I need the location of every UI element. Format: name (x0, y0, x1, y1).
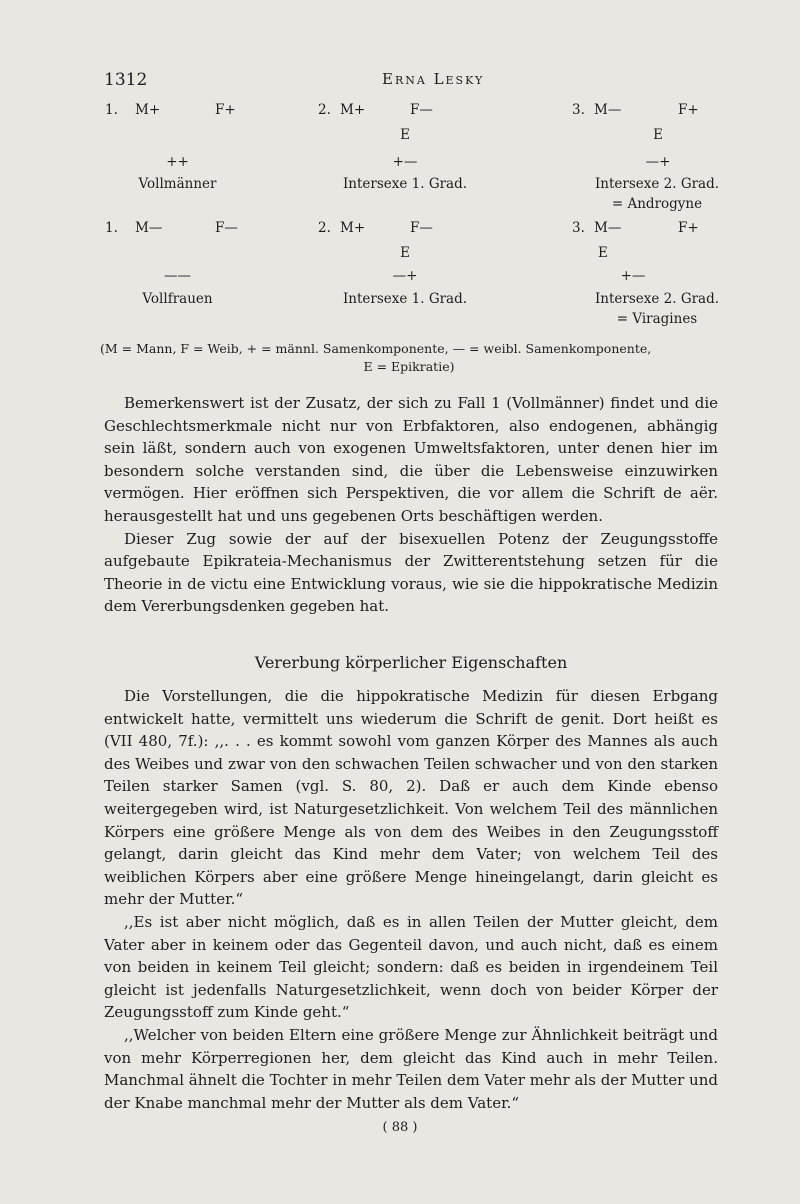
legend-line-2: E = Epikratie) (363, 359, 455, 374)
sign-1-1: ++ (166, 154, 189, 170)
sign-2-2: —+ (392, 268, 418, 284)
type-label-1-3: Intersexe 2. Grad. (594, 176, 720, 192)
type-label-2-1: Vollfrauen (142, 291, 213, 307)
paragraph: Dieser Zug sowie der auf der bisexuellen Potenz der Zeugungsstoffe aufgebaute Epikrateia-Mechanismus der Zwitterentstehung setzen für die Theorie in de victu eine Entwicklung voraus, wie sie die hippokratische Medizin dem Vererbungsdenken gegeben hat. (104, 529, 718, 616)
formula-2-3: 3. M— F+ (572, 220, 699, 236)
type-label2-1-3: = Androgyne (611, 196, 703, 212)
section-heading: Vererbung körperlicher Eigenschaften (254, 653, 568, 672)
body-text-upper (104, 392, 718, 618)
sign-1-3: —+ (645, 154, 671, 170)
formula-1-2: 2. M+ F— (318, 102, 433, 118)
sign-2-1: —— (164, 268, 191, 284)
folio-number: ( 88 ) (382, 1120, 418, 1135)
type-label-2-2: Intersexe 1. Grad. (342, 291, 468, 307)
running-header (104, 70, 714, 94)
body-text-lower (104, 685, 718, 1114)
paragraph: Die Vorstellungen, die die hippokratische Medizin für diesen Erbgang entwickelt hatte, vermittelt uns wiederum die Schrift de genit. Dort heißt es (VII 480, 7f.): ,,. . . es kommt sowohl vom ganzen Körper des Mannes als auch des Weibes und zwar von den schwachen Teilen schwacher und von den starken Teilen starker Samen (vgl. S. 80, 2). Daß er auch dem Kinde ebenso weitergegeben wird, ist Naturgesetzlichkeit. Von welchem Teil des männlichen Körpers eine größere Menge als von dem des Weibes in den Zeugungsstoff gelangt, darin gleicht das Kind mehr dem Vater; von welchem Teil des weiblichen Körpers aber eine größere Menge hineingelangt, darin gleicht es mehr der Mutter.“ (104, 687, 718, 909)
scheme-legend (100, 340, 718, 376)
epikratie-2-2: E (400, 245, 410, 261)
epikratie-2-3: E (598, 245, 608, 261)
type-label-2-3: Intersexe 2. Grad. (594, 291, 720, 307)
sign-2-3: +— (620, 268, 646, 284)
paragraph: ,,Es ist aber nicht möglich, daß es in allen Teilen der Mutter gleicht, dem Vater aber in keinem oder das Gegenteil davon, und auch nicht, daß es einem von beiden in keinem Teil gleicht; sondern: daß es beiden in irgendeinem Teil gleicht ist jedenfalls Naturgesetzlichkeit, wenn doch von beider Körper der Zeugungsstoff zum Kinde geht.“ (104, 912, 718, 1022)
type-label2-2-3: = Viragines (616, 311, 698, 327)
formula-1-1: 1. M+ F+ (105, 102, 236, 118)
type-label-1-2: Intersexe 1. Grad. (342, 176, 468, 192)
paragraph: Bemerkenswert ist der Zusatz, der sich zu Fall 1 (Vollmänner) findet und die Geschlechtsmerkmale nicht nur von Erbfaktoren, also endogenen, abhängig sein läßt, sondern auch von exogenen Umweltsfaktoren, unter denen hier im besondern solche verstanden sind, die über die Lebensweise einzuwirken vermögen. Hier eröffnen sich Perspektiven, die vor allem die Schrift de aër. herausgestellt hat und uns gegebenen Orts beschäftigen werden. (104, 394, 718, 525)
legend-line-1: (M = Mann, F = Weib, + = männl. Samenkomponente, — = weibl. Samenkomponente, (100, 341, 652, 356)
formula-2-1: 1. M— F— (105, 220, 238, 236)
running-author: Erna Lesky (382, 70, 485, 88)
paragraph: ,,Welcher von beiden Eltern eine größere Menge zur Ähnlichkeit beiträgt und von mehr Körperregionen her, dem gleicht das Kind auch in mehr Teilen. Manchmal ähnelt die Tochter in mehr Teilen dem Vater mehr als der Mutter und der Knabe manchmal mehr der Mutter als dem Vater.“ (104, 1025, 718, 1112)
epikratie-1-2: E (400, 127, 410, 143)
type-label-1-1: Vollmänner (138, 176, 217, 192)
sign-1-2: +— (392, 154, 418, 170)
formula-2-2: 2. M+ F— (318, 220, 433, 236)
epikratie-1-3: E (653, 127, 663, 143)
page-number: 1312 (104, 70, 148, 90)
formula-1-3: 3. M— F+ (572, 102, 699, 118)
